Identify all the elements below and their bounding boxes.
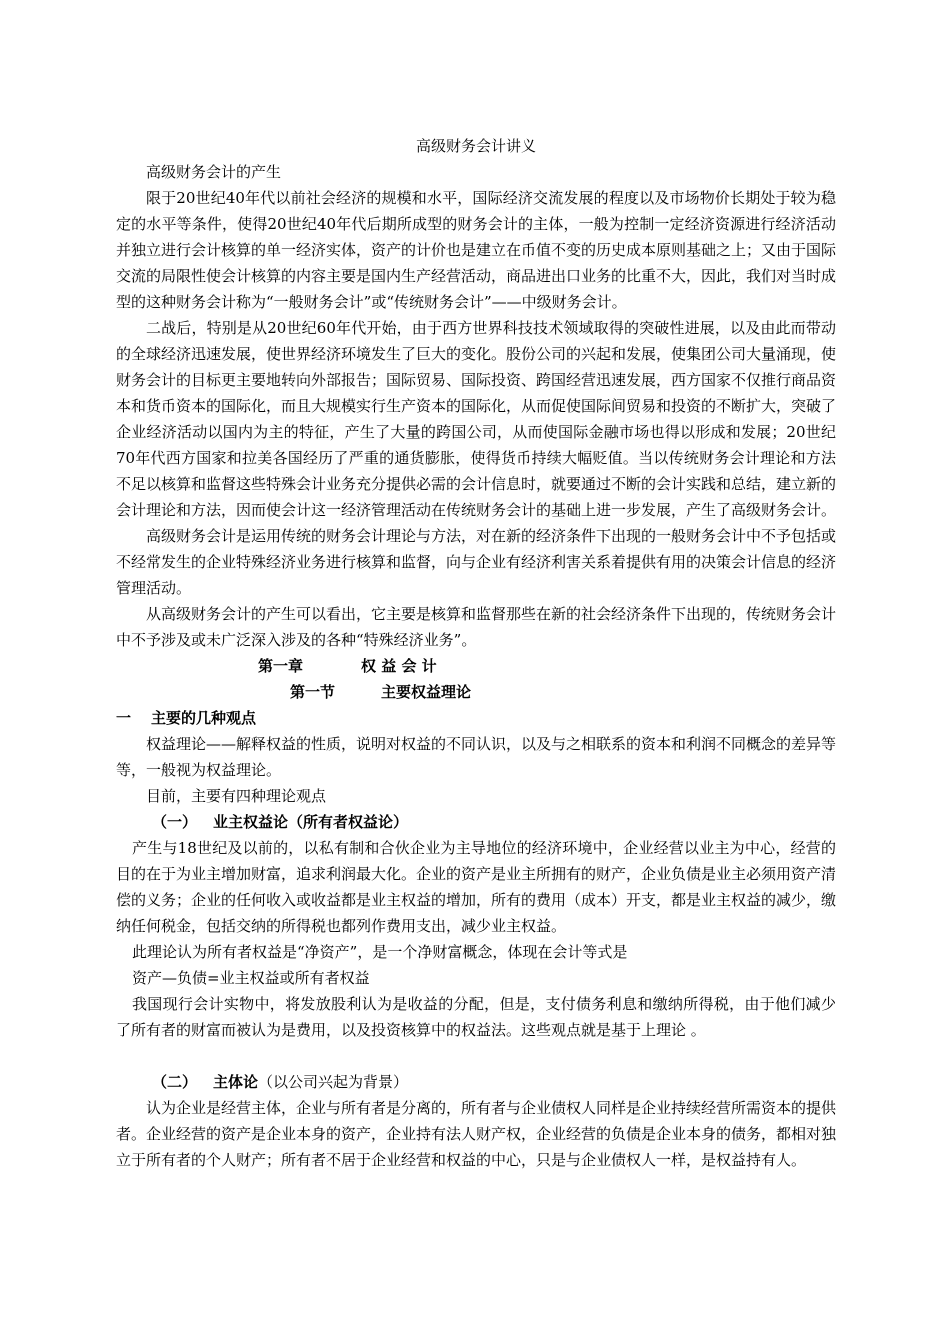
document-title: 高级财务会计讲义 [415,137,536,155]
proprietary-paragraph-2: 此理论认为所有者权益是“净资产”，是一个净财富概念，体现在会计等式是 [132,943,628,961]
section-heading [116,679,836,705]
heading-entity-title: 主体论 [213,1073,259,1091]
heading-proprietary-theory [116,809,836,835]
proprietary-paragraph-1: 产生与18世纪及以前的，以私有制和合伙企业为主导地位的经济环境中，企业经营以业主为中心，经营的目的在于为业主增加财富，追求利润最大化。企业的资产是业主所拥有的财产，企业负债是业主必须用资产清偿的义务；企业的任何收入或收益都是业主权益的增加，所有的费用（成本）开支，都是业主权益的减少，缴纳任何税金，包括交纳的所得税也都列作费用支出，减少业主权益。 [116,839,837,935]
intro-paragraph-2: 二战后，特别是从20世纪60年代开始，由于西方世界科技技术领域取得的突破性进展，以及由此而带动的全球经济迅速发展，使世界经济环境发生了巨大的变化。股份公司的兴起和发展，使集团公司大量涌现，使财务会计的目标更主要地转向外部报告；国际贸易、国际投资、跨国经营迅速发展，西方国家不仅推行商品资本和货币资本的国际化，而且大规模实行生产资本的国际化，从而促使国际间贸易和投资的不断扩大，突破了企业经济活动以国内为主的特征，产生了大量的跨国公司，从而使国际金融市场也得以形成和发展；20世纪70年代西方国家和拉美各国经历了严重的通货膨胀，使得货币持续大幅贬值。当以传统财务会计理论和方法不足以核算和监督这些特殊会计业务充分提供必需的会计信息时，就要通过不断的会计实践和总结，建立新的会计理论和方法，因而使会计这一经济管理活动在传统财务会计的基础上进一步发展，产生了高级财务会计。 [116,319,837,519]
intro-paragraph-1: 限于20世纪40年代以前社会经济的规模和水平，国际经济交流发展的程度以及市场物价长期处于较为稳定的水平等条件，使得20世纪40年代后期所成型的财务会计的主体，一般为控制一定经济资源进行经济活动并独立进行会计核算的单一经济实体，资产的计价也是建立在币值不变的历史成本原则基础之上；又由于国际交流的局限性使会计核算的内容主要是国内生产经营活动，商品进出口业务的比重不大，因此，我们对当时成型的这种财务会计称为“一般财务会计”或“传统财务会计”——中级财务会计。 [116,189,837,311]
heading-proprietary-title: 业主权益论（所有者权益论） [213,813,409,831]
proprietary-paragraph-3: 我国现行会计实物中，将发放股利认为是收益的分配，但是，支付债务利息和缴纳所得税，由于他们减少了所有者的财富而被认为是费用，以及投资核算中的权益法。这些观点就是基于上理论 。 [116,995,836,1039]
chapter-number: 第一章 [258,657,304,675]
heading-entity-note: （以公司兴起为背景） [258,1073,409,1091]
chapter-title: 权 益 会 计 [361,657,437,675]
four-theories-intro: 目前，主要有四种理论观点 [146,787,327,805]
equity-theory-definition: 权益理论——解释权益的性质，说明对权益的不同认识，以及与之相联系的资本和利润不同概念的差异等等，一般视为权益理论。 [116,735,837,779]
intro-paragraph-4: 从高级财务会计的产生可以看出，它主要是核算和监督那些在新的社会经济条件下出现的，传统财务会计中不予涉及或未广泛深入涉及的各种“特殊经济业务”。 [116,605,837,649]
chapter-heading [116,653,836,679]
section-number: 第一节 [290,683,336,701]
blank-line [116,1043,836,1069]
section-title: 主要权益理论 [381,683,472,701]
heading-main-views-title: 主要的几种观点 [151,709,257,727]
document-page [116,133,836,1173]
accounting-equation: 资产—负债=业主权益或所有者权益 [132,969,370,987]
heading-entity-theory [116,1069,836,1095]
heading-main-views-number: 一 [116,709,132,727]
entity-paragraph: 认为企业是经营主体，企业与所有者是分离的，所有者与企业债权人同样是企业持续经营所需资本的提供者。企业经营的资产是企业本身的资产，企业持有法人财产权，企业经营的负债是企业本身的债务，都相对独立于所有者的个人财产；所有者不居于企业经营和权益的中心，只是与企业债权人一样，是权益持有人。 [116,1099,837,1169]
heading-proprietary-number: （一） [152,813,198,831]
heading-entity-number: （二） [152,1073,198,1091]
intro-subtitle: 高级财务会计的产生 [146,163,282,181]
heading-main-views [116,705,836,731]
intro-paragraph-3: 高级财务会计是运用传统的财务会计理论与方法，对在新的经济条件下出现的一般财务会计中不予包括或不经常发生的企业特殊经济业务进行核算和监督，向与企业有经济利害关系着提供有用的决策会计信息的经济管理活动。 [116,527,837,597]
